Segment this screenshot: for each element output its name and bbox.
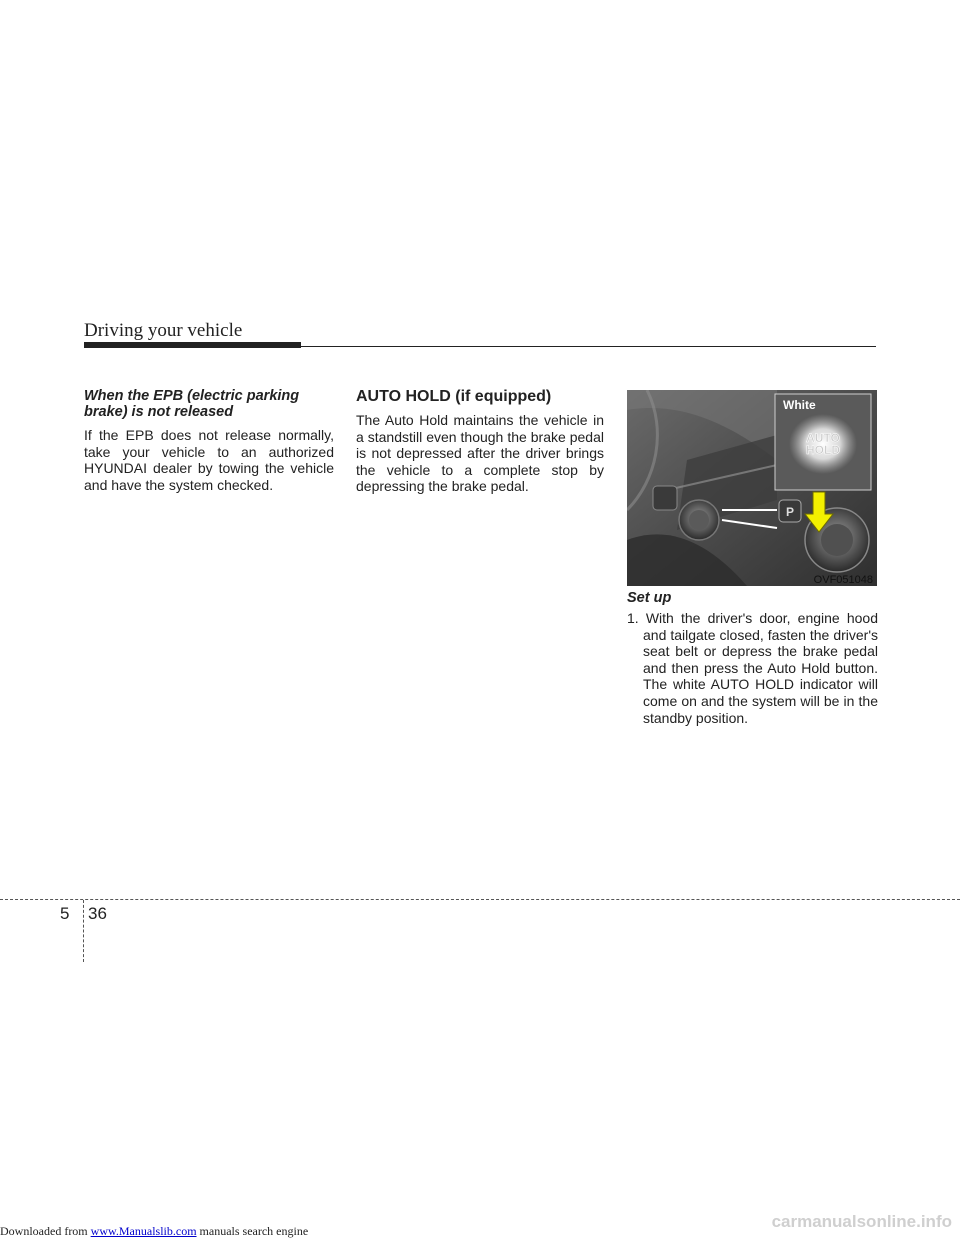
indicator-text-hold: HOLD xyxy=(806,443,840,457)
indicator-text-auto: AUTO xyxy=(806,431,840,445)
right-column xyxy=(627,590,878,726)
setup-step-1: 1. With the driver's door, engine hood and tailgate closed, fasten the driver's seat belt or depress the brake pedal and then press the Auto Hold button. The white AUTO HOLD indicator will come on and the system will be in the standby position. xyxy=(627,610,878,726)
footer-dashed-rule xyxy=(0,899,960,900)
left-column xyxy=(84,388,334,493)
figure-code: OVF051048 xyxy=(813,574,873,586)
footer-vertical-dashed-rule xyxy=(83,900,84,962)
header-rule-thick xyxy=(84,342,301,348)
epb-subheading xyxy=(84,388,334,420)
console-illustration xyxy=(627,390,877,586)
setup-subheading: Set up xyxy=(627,590,672,606)
epb-paragraph: If the EPB does not release normally, take your vehicle to an authorized HYUNDAI dealer by towing the vehicle and have the system checked. xyxy=(84,427,334,493)
epb-subheading-line1: When the EPB (electric parking xyxy=(84,388,300,404)
manualslib-link[interactable]: www.Manualslib.com xyxy=(90,1224,197,1238)
p-button-letter: P xyxy=(785,505,795,519)
auto-hold-paragraph: The Auto Hold maintains the vehicle in a standstill even though the brake pedal is not depressed after the driver brings the vehicle to a complete stop by depressing the brake pedal. xyxy=(356,412,604,494)
middle-column xyxy=(356,387,604,495)
auto-hold-title: AUTO HOLD (if equipped) xyxy=(356,388,552,405)
figure-code-band xyxy=(627,574,877,588)
page-header-title: Driving your vehicle xyxy=(84,320,243,341)
download-prefix: Downloaded from xyxy=(0,1224,91,1238)
white-label: White xyxy=(783,398,816,412)
page-number: 36 xyxy=(88,904,107,923)
epb-subheading-line2: brake) is not released xyxy=(84,404,234,420)
download-suffix: manuals search engine xyxy=(196,1224,309,1238)
auto-hold-figure xyxy=(627,390,877,586)
watermark: carmanualsonline.info xyxy=(771,1212,952,1231)
header-rule-thin xyxy=(84,346,876,347)
download-note xyxy=(0,1224,308,1239)
chapter-number: 5 xyxy=(60,904,70,923)
